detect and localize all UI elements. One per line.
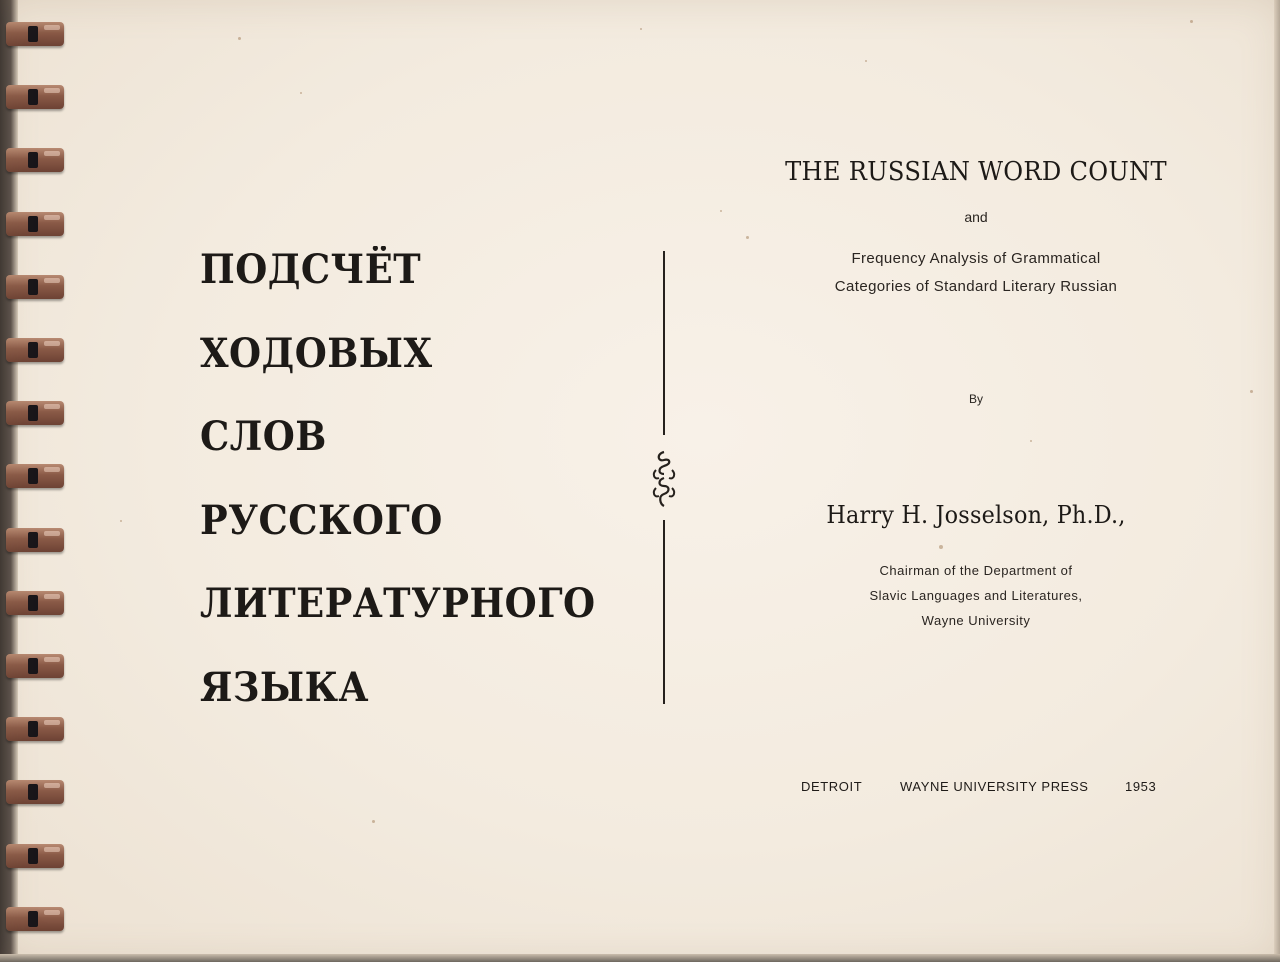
binding-coil (6, 85, 66, 111)
binding-punch-hole (28, 342, 38, 358)
page-edge-bottom (0, 954, 1280, 962)
binding-coil-highlight (44, 151, 60, 156)
binding-punch-hole (28, 721, 38, 737)
paper-speck (1030, 440, 1032, 442)
binding-coil-highlight (44, 720, 60, 725)
russian-title-line: РУССКОГО (200, 496, 443, 544)
title-conjunction: and (964, 209, 988, 225)
russian-title-line: ПОДСЧЁТ (200, 246, 422, 293)
binding-coil (6, 338, 66, 364)
binding-coil-highlight (44, 404, 60, 409)
binding-coil-highlight (44, 594, 60, 599)
binding-coil-highlight (44, 910, 60, 915)
binding-coil (6, 401, 66, 427)
binding-punch-hole (28, 405, 38, 421)
author-affiliation (760, 558, 1192, 633)
russian-title-line: СЛОВ (200, 413, 327, 460)
binding-coil-highlight (44, 88, 60, 93)
binding-punch-hole (28, 89, 38, 105)
affiliation-line: Chairman of the Department of (879, 563, 1073, 578)
paper-speck (746, 236, 749, 239)
binding-punch-hole (28, 26, 38, 42)
binding-coil-highlight (44, 341, 60, 346)
spiral-binding-icon (0, 0, 70, 962)
binding-coil-highlight (44, 847, 60, 852)
binding-coil (6, 464, 66, 490)
binding-coil (6, 654, 66, 680)
binding-punch-hole (28, 658, 38, 674)
paper-speck (1250, 390, 1253, 393)
binding-punch-hole (28, 152, 38, 168)
binding-punch-hole (28, 279, 38, 295)
affiliation-line: Wayne University (921, 613, 1031, 628)
binding-coil (6, 844, 66, 870)
binding-coil (6, 148, 66, 174)
russian-title-line: ХОДОВЫХ (200, 329, 433, 377)
paper-speck (300, 92, 302, 94)
paper-speck (720, 210, 722, 212)
subtitle-line: Categories of Standard Literary Russian (834, 278, 1118, 295)
binding-coil (6, 591, 66, 617)
paper-speck (372, 820, 375, 823)
binding-punch-hole (28, 532, 38, 548)
binding-punch-hole (28, 468, 38, 484)
binding-coil (6, 275, 66, 301)
affiliation-line: Slavic Languages and Literatures, (869, 588, 1083, 603)
russian-title (200, 228, 596, 729)
by-label: By (968, 392, 983, 406)
binding-punch-hole (28, 848, 38, 864)
paper-speck (939, 545, 943, 549)
binding-coil-highlight (44, 531, 60, 536)
binding-coil-highlight (44, 467, 60, 472)
binding-coil-highlight (44, 278, 60, 283)
english-title: THE RUSSIAN WORD COUNT (785, 157, 1167, 187)
paper-speck (865, 60, 867, 62)
binding-punch-hole (28, 216, 38, 232)
binding-coil (6, 717, 66, 743)
binding-punch-hole (28, 911, 38, 927)
page-edge-right (1274, 0, 1280, 962)
binding-coil-highlight (44, 215, 60, 220)
paper-speck (1190, 20, 1193, 23)
imprint-year: 1953 (1125, 779, 1157, 794)
binding-coil (6, 22, 66, 48)
russian-title-line: ЯЗЫКА (200, 663, 369, 711)
author-name: Harry H. Josselson, Ph.D., (826, 501, 1126, 529)
divider-rule-bottom (663, 520, 665, 704)
binding-coil-highlight (44, 25, 60, 30)
paper-speck (120, 520, 122, 522)
binding-punch-hole (28, 784, 38, 800)
english-subtitle (760, 245, 1192, 301)
paper-speck (238, 37, 241, 40)
binding-coil (6, 907, 66, 933)
binding-punch-hole (28, 595, 38, 611)
binding-coil (6, 212, 66, 238)
binding-coil (6, 528, 66, 554)
binding-coil-highlight (44, 657, 60, 662)
subtitle-line: Frequency Analysis of Grammatical (851, 250, 1101, 267)
scroll-ornament-icon (650, 448, 678, 510)
paper-speck (640, 28, 642, 30)
binding-coil-highlight (44, 783, 60, 788)
divider-rule-top (663, 251, 665, 435)
binding-coil (6, 780, 66, 806)
russian-title-line: ЛИТЕРАТУРНОГО (200, 580, 596, 627)
imprint-city: DETROIT (801, 779, 863, 794)
imprint-publisher: WAYNE UNIVERSITY PRESS (900, 779, 1089, 794)
